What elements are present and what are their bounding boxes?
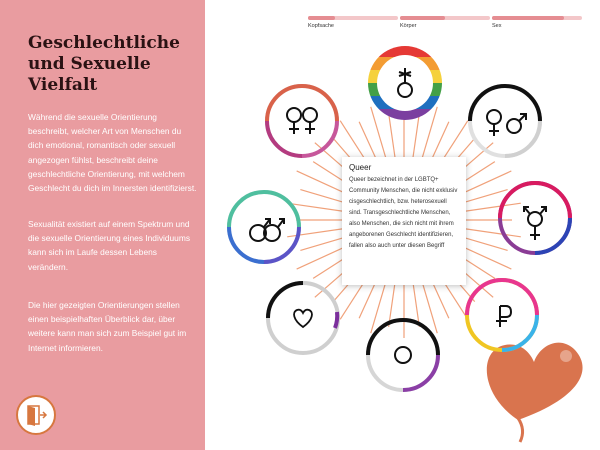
burst-ray (461, 228, 520, 237)
burst-ray (412, 113, 419, 162)
exit-door-icon (23, 402, 49, 428)
tab-kopfsache-label: Kopfsache (308, 23, 334, 29)
burst-ray (371, 107, 388, 165)
intro-paragraph-1: Während die sexuelle Orientierung beschreibt, welcher Art von Menschen du dich emotional, romantisch oder sexuell angezogen fühlst, beschreibt deine geschlechtliche Orientierung, mit welchem Geschlecht du dich im Innersten identifizierst. (28, 112, 197, 194)
heart-balloon-decoration (487, 343, 583, 442)
double-mars-icon (250, 219, 284, 241)
symbol-transgender[interactable] (500, 183, 570, 253)
symbol-pansexual[interactable] (467, 280, 537, 350)
sidebar (0, 0, 205, 450)
tooltip-body: Queer bezeichnet in der LGBTQ+ Community Menschen, die nicht exklusiv cisgeschlechtlich, bzw. heterosexuell sind. Transgeschlechtliche Menschen, also Menschen, die sich nicht mit ihrem angeborenen Geschlecht identifizieren, fallen also auch unter diesen Begriff (349, 177, 458, 249)
transgender-icon (524, 207, 546, 240)
tab-koerper-label: Körper (400, 23, 417, 29)
pansexual-icon (496, 306, 511, 327)
title-line-1: Geschlechtliche (28, 33, 180, 53)
double-venus-icon (287, 108, 317, 134)
intro-paragraph-2: Sexualität existiert auf einem Spektrum und die sexuelle Orientierung eines Individuums kann sich im Laufe dessen Lebens verändern. (28, 219, 191, 272)
venus-mars-icon (487, 110, 526, 136)
exit-button[interactable] (16, 395, 56, 435)
symbol-lesbian[interactable] (267, 86, 337, 156)
symbol-venus-mars[interactable] (470, 86, 540, 156)
symbol-heart[interactable] (268, 283, 338, 353)
circle-icon (395, 347, 411, 363)
tooltip-title: Queer (349, 163, 372, 172)
burst-ray (461, 203, 520, 212)
info-tooltip (342, 157, 466, 285)
burst-ray (420, 107, 437, 165)
tab-sex-label: Sex (492, 23, 502, 29)
symbol-gay[interactable] (229, 192, 299, 262)
title-line-3: Vielfalt (28, 75, 98, 95)
burst-ray (389, 113, 396, 162)
title-line-2: und Sexuelle (28, 54, 151, 74)
intro-paragraph-3: Die hier gezeigten Orientierungen stellen einen beispielhaften Überblick dar, über weitere kann man sich zum Beispiel gut im Internet informieren. (28, 300, 187, 353)
symbol-asexual[interactable] (368, 320, 438, 390)
heart-icon (294, 310, 312, 327)
page-title (28, 33, 198, 96)
symbol-queer[interactable] (365, 44, 445, 122)
